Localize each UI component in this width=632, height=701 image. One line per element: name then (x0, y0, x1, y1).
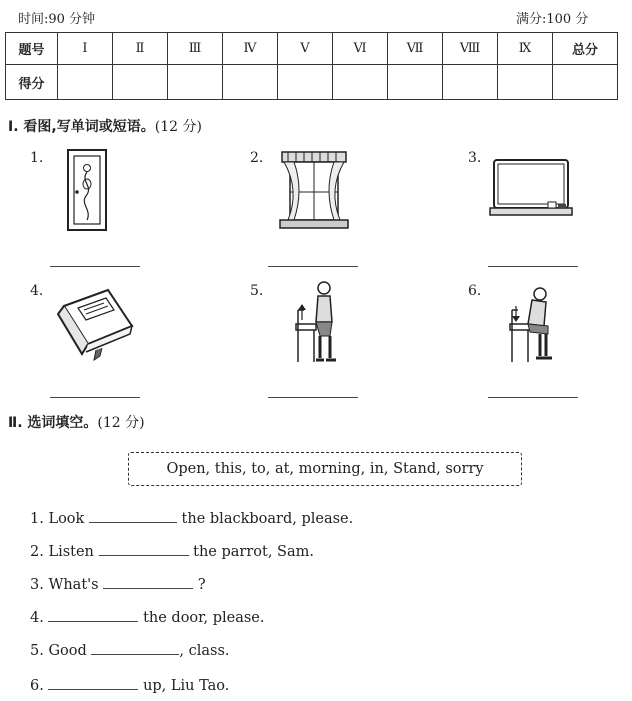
word-bank: Open, this, to, at, morning, in, Stand, sorry (128, 452, 522, 486)
answer-line[interactable] (268, 266, 358, 267)
exam-time: 时间:90 分钟 (18, 12, 96, 27)
column-header: Ⅸ (498, 33, 553, 65)
book-picture (50, 286, 136, 362)
column-header: Ⅲ (168, 33, 223, 65)
section-2-heading: Ⅱ. 选词填空。 (8, 415, 98, 431)
answer-line[interactable] (488, 266, 578, 267)
total-score-cell[interactable] (553, 65, 618, 100)
sentence-text: 5. Good (30, 643, 87, 659)
score-table (5, 32, 618, 100)
sentence-5 (30, 640, 230, 659)
score-cell[interactable] (58, 65, 113, 100)
score-cell[interactable] (333, 65, 388, 100)
section-1-title (8, 116, 202, 136)
sentence-2 (30, 541, 314, 560)
blank-input[interactable] (91, 640, 179, 655)
score-cell[interactable] (498, 65, 553, 100)
score-cell[interactable] (168, 65, 223, 100)
section-2-title (8, 412, 145, 432)
score-cell[interactable] (113, 65, 168, 100)
item-number: 6. (468, 283, 482, 299)
score-cell[interactable] (388, 65, 443, 100)
column-header: Ⅴ (278, 33, 333, 65)
column-header: Ⅱ (113, 33, 168, 65)
stand-up-picture (290, 280, 344, 364)
sentence-text: 3. What's (30, 577, 99, 593)
sentence-text: , class. (179, 643, 230, 659)
sentence-text: 2. Listen (30, 544, 94, 560)
blank-input[interactable] (99, 541, 189, 556)
sentence-text: 1. Look (30, 511, 85, 527)
sentence-4 (30, 607, 265, 626)
score-cell[interactable] (443, 65, 498, 100)
item-number: 2. (250, 150, 264, 166)
blank-input[interactable] (103, 574, 193, 589)
section-1-points: (12 分) (154, 119, 202, 135)
item-number: 4. (30, 283, 44, 299)
sentence-3 (30, 574, 206, 593)
total-header: 总分 (553, 33, 618, 65)
sentence-1 (30, 508, 353, 527)
answer-line[interactable] (50, 266, 140, 267)
table-header-label: 题号 (6, 33, 58, 65)
sit-down-picture (504, 280, 558, 364)
answer-line[interactable] (488, 397, 578, 398)
item-number: 1. (30, 150, 44, 166)
door-picture (66, 148, 110, 234)
blackboard-picture (488, 158, 574, 220)
sentence-text: the door, please. (143, 610, 265, 626)
sentence-text: up, Liu Tao. (143, 678, 230, 694)
item-number: 5. (250, 283, 264, 299)
item-number: 3. (468, 150, 482, 166)
score-row-label: 得分 (6, 65, 58, 100)
sentence-text: ? (197, 577, 206, 593)
blank-input[interactable] (48, 607, 138, 622)
section-2-points: (12 分) (97, 415, 145, 431)
score-cell[interactable] (223, 65, 278, 100)
window-picture (278, 150, 350, 232)
section-1-heading: Ⅰ. 看图,写单词或短语。 (8, 119, 155, 135)
sentence-text: the blackboard, please. (181, 511, 354, 527)
full-marks: 满分:100 分 (516, 12, 589, 27)
blank-input[interactable] (89, 508, 177, 523)
sentence-6 (30, 675, 229, 694)
score-cell[interactable] (278, 65, 333, 100)
column-header: Ⅷ (443, 33, 498, 65)
sentence-text: 4. (30, 610, 44, 626)
column-header: Ⅶ (388, 33, 443, 65)
column-header: Ⅰ (58, 33, 113, 65)
column-header: Ⅵ (333, 33, 388, 65)
blank-input[interactable] (48, 675, 138, 690)
sentence-text: the parrot, Sam. (193, 544, 314, 560)
answer-line[interactable] (268, 397, 358, 398)
sentence-text: 6. (30, 678, 44, 694)
answer-line[interactable] (50, 397, 140, 398)
column-header: Ⅳ (223, 33, 278, 65)
